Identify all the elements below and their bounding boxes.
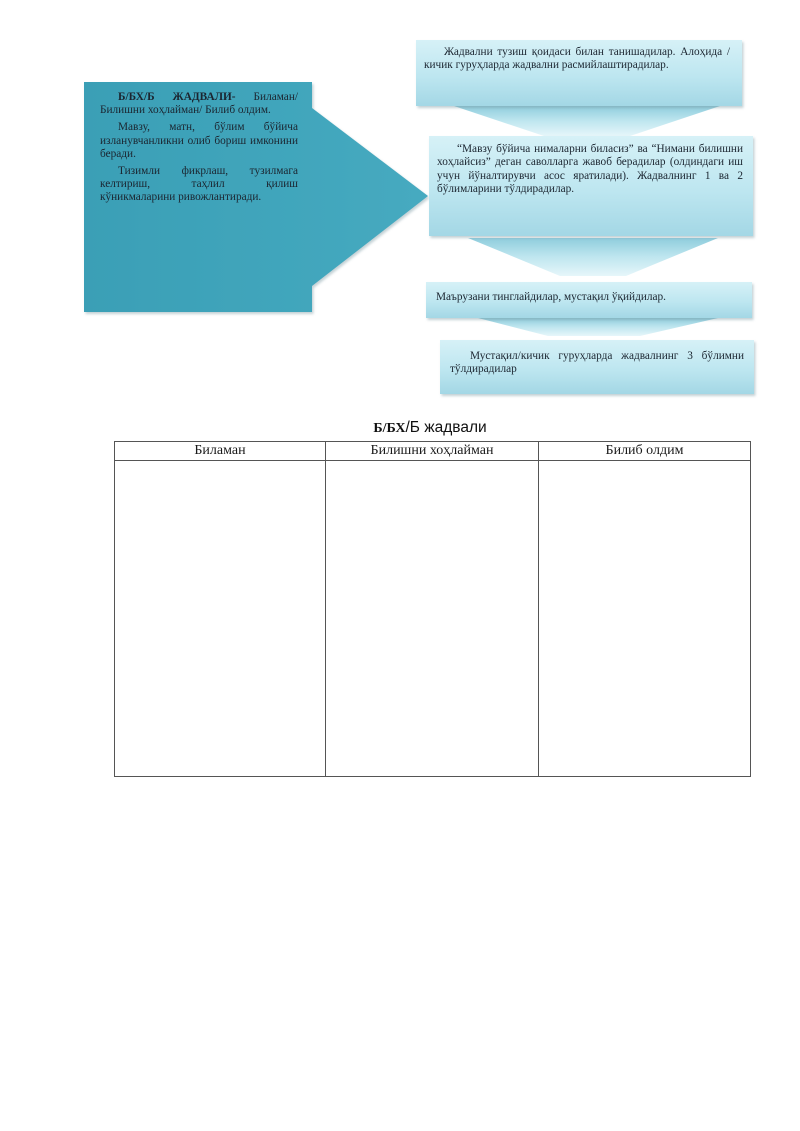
header-want-to-know: Билишни хоҳлайман [326, 442, 539, 461]
step-text-1: Жадвални тузиш қоидаси билан танишадилар. Алоҳида /кичик гуруҳларда жадвални расмийлаштирадилар. [424, 46, 730, 72]
step-text-3: Маърузани тинглайдилар, мустақил ўқийдилар. [436, 291, 667, 303]
table-body-row [115, 461, 751, 777]
arrow-shape-2 [468, 238, 718, 276]
table-title [0, 419, 800, 437]
intro-title: Б/БХ/Б ЖАДВАЛИ- [118, 91, 236, 103]
cell-know[interactable] [115, 461, 326, 777]
process-diagram [0, 0, 800, 410]
intro-text-block [84, 82, 312, 312]
arrow-shape-1 [454, 106, 720, 136]
table-header-row [115, 442, 751, 461]
kwl-table [114, 441, 751, 777]
step-text-4: Мустақил/кичик гуруҳларда жадвалнинг 3 бўлимни тўлдирадилар [450, 350, 744, 376]
table-title-bold: Б/БХ [373, 421, 406, 436]
cell-learned[interactable] [539, 461, 751, 777]
intro-title-rest: Биламан/ Билишни хоҳлайман/ Билиб олдим. [100, 91, 298, 117]
header-learned: Билиб олдим [539, 442, 751, 461]
intro-paragraph-3: Тизимли фикрлаш, тузилмага келтириш, таҳлил қилиш кўникмаларини ривожлантиради. [100, 165, 298, 204]
arrow-shape-3 [478, 318, 718, 336]
cell-want-to-know[interactable] [326, 461, 539, 777]
table-title-rest: /Б жадвали [405, 419, 487, 436]
header-know: Биламан [115, 442, 326, 461]
intro-paragraph-2: Мавзу, матн, бўлим бўйича изланувчанликни олиб бориш имконини беради. [100, 121, 298, 160]
step-text-2: “Мавзу бўйича нималарни биласиз” ва “Нимани билишни хоҳлайсиз” деган саволларга жавоб берадилар (олдиндаги иш учун йўналтирувчи асос яратилади). Жадвалнинг 1 ва 2 бўлимларини тўлдирадилар. [437, 143, 743, 196]
